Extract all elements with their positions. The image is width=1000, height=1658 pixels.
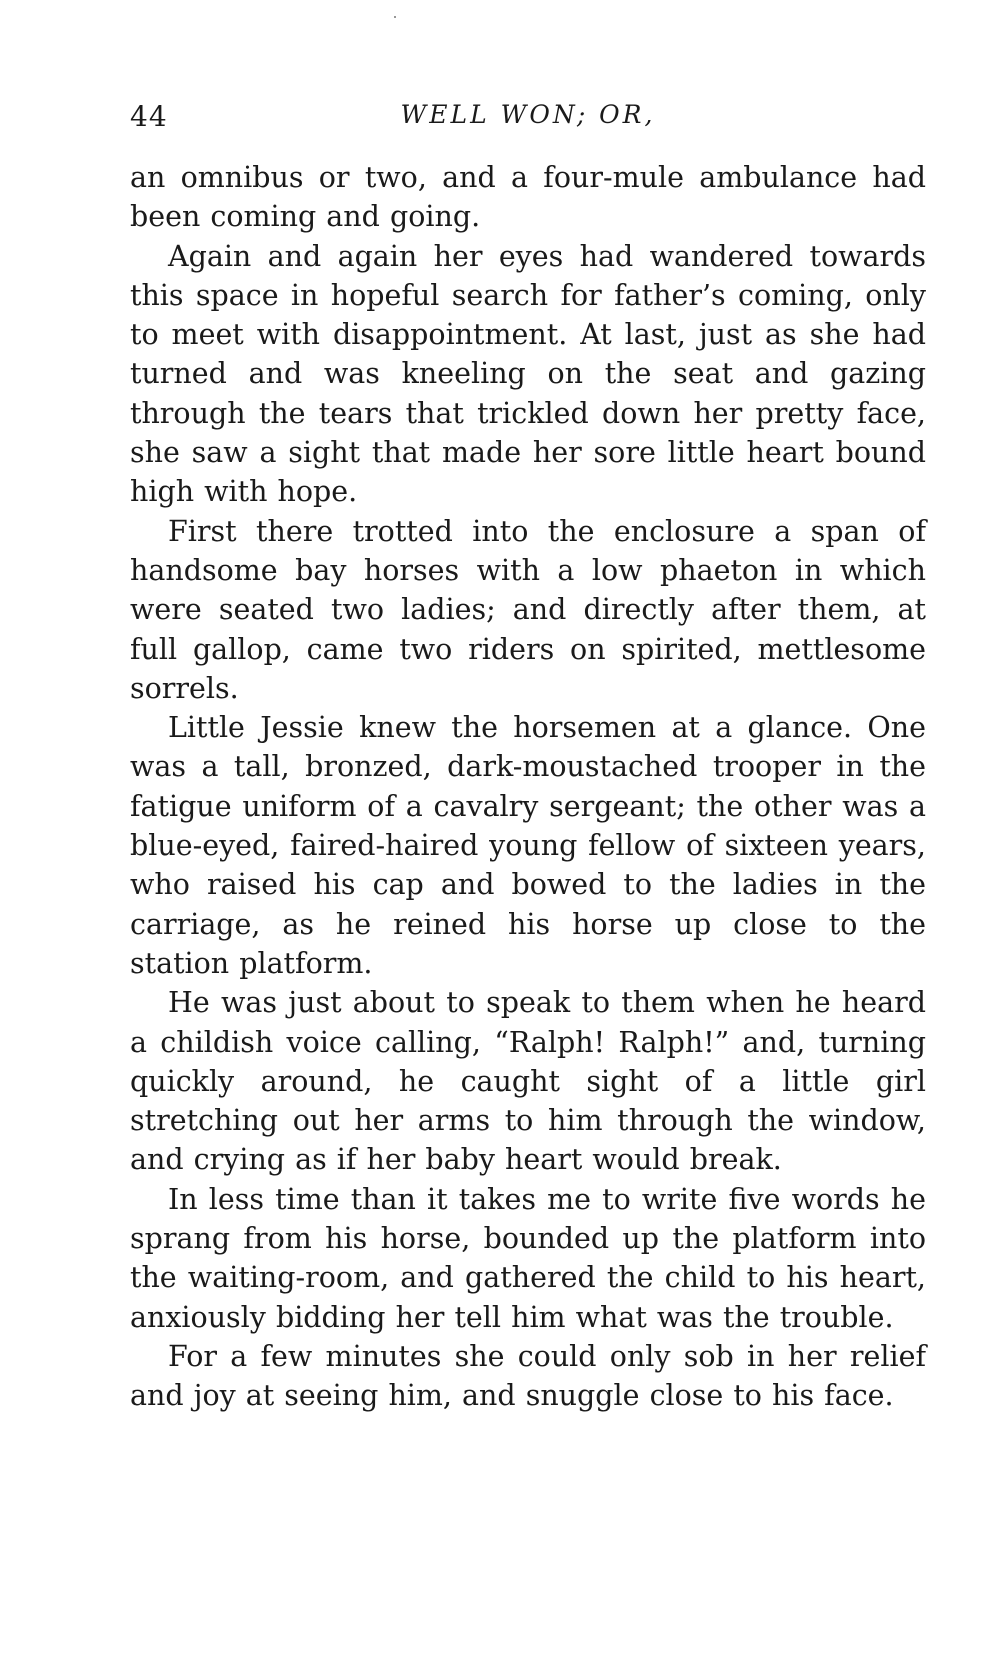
page-speck <box>394 16 396 18</box>
paragraph-2: Again and again her eyes had wandered towards this space in hopeful search for father’s coming, only to meet with disappointment. At last, just as she had turned and was kneeling on the seat and gazing through the tears that trickled down her pretty face, she saw a sight that made her sore little heart bound high with hope. <box>130 239 926 509</box>
paragraph-7: For a few minutes she could only sob in her relief and joy at seeing him, and snuggle close to his face. <box>130 1339 926 1413</box>
paragraph-1: an omnibus or two, and a four-mule ambulance had been coming and going. <box>130 161 926 234</box>
page-number: 44 <box>130 100 168 133</box>
paragraph-3: First there trotted into the enclosure a span of handsome bay horses with a low phaeton in which were seated two ladies; and directly after them, at full gallop, came two riders on spirited, mettlesome sorrels. <box>130 514 926 705</box>
running-head: WELL WON; OR, <box>400 100 656 129</box>
paragraph-4: Little Jessie knew the horsemen at a glance. One was a tall, bronzed, dark-moustached trooper in the fatigue uniform of a cavalry sergeant; the other was a blue-eyed, faired-haired young fellow of sixteen years, who raised his cap and bowed to the ladies in the carriage, as he reined his horse up close to the station platform. <box>130 711 926 980</box>
body-text <box>130 158 926 1416</box>
page-header <box>130 100 926 140</box>
paragraph-5: He was just about to speak to them when he heard a childish voice calling, “Ralph! Ralph!” and, turning quickly around, he caught sight of a little girl stretching out her arms to him through the window, and crying as if her baby heart would break. <box>130 986 926 1177</box>
paragraph-6: In less time than it takes me to write five words he sprang from his horse, bounded up the platform into the waiting-room, and gathered the child to his heart, anxiously bidding her tell him what was the trouble. <box>130 1182 926 1334</box>
